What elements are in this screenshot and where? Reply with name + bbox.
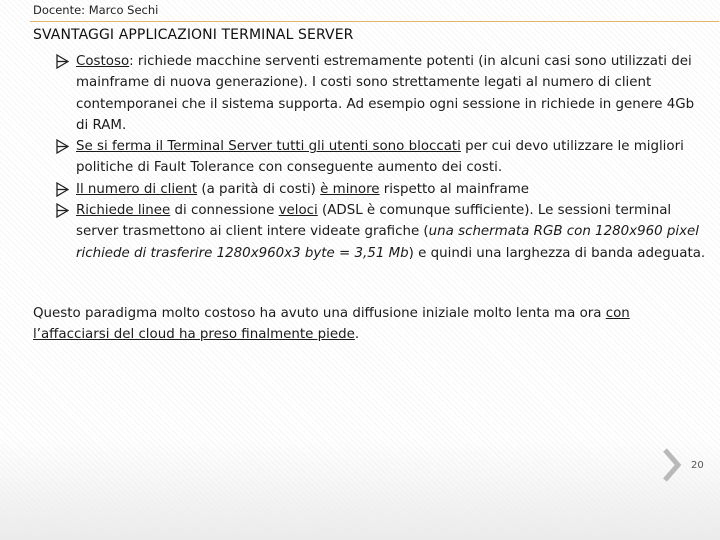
closing-paragraph xyxy=(33,303,698,346)
paragraph-text: Questo paradigma molto costoso ha avuto una diffusione iniziale molto lenta ma ora xyxy=(33,306,606,321)
arrow-bullet-icon xyxy=(56,182,69,197)
bullet-text: ) e quindi una larghezza di banda adeguata. xyxy=(408,245,706,261)
bullet-text: : richiede macchine serventi estremamente potenti (in alcuni casi sono utilizzati dei mainframe di nuova generazione). I costi sono strettamente legati al numero di client contemporanei che il sistema supporta. Ad esempio ogni sessione in richiede in genere 4Gb di RAM. xyxy=(76,54,695,133)
bullet-keyword: Il numero di client xyxy=(76,181,198,197)
bullet-text: di connessione xyxy=(170,203,279,219)
paragraph-underlined: con l’affacciarsi del cloud ha preso finalmente piede xyxy=(33,306,630,343)
paragraph-end: . xyxy=(354,327,360,343)
bullet-keyword: Se si ferma il Terminal Server tutti gli utenti sono bloccati xyxy=(76,139,461,155)
bullet-numero-client xyxy=(56,179,706,200)
author-label: Docente: Marco Sechi xyxy=(33,3,159,17)
bullet-list xyxy=(56,51,706,264)
arrow-bullet-icon xyxy=(56,203,69,218)
bullet-linee-veloci xyxy=(56,200,706,264)
bullet-terminal-server xyxy=(56,136,706,179)
chevron-right-icon xyxy=(663,448,685,482)
bullet-keyword: è minore xyxy=(320,181,380,197)
bullet-keyword: Costoso xyxy=(76,54,130,69)
header-divider xyxy=(30,21,719,22)
arrow-bullet-icon xyxy=(56,54,69,69)
bullet-text: (ADSL è comunque sufficiente). Le sessioni terminal server trasmettono ai client intere videate grafiche ( xyxy=(76,203,672,240)
arrow-bullet-icon xyxy=(56,139,69,154)
bullet-text: per cui devo utilizzare le migliori politiche di Fault Tolerance con conseguente aumento dei costi. xyxy=(76,139,684,176)
bullet-italic-note: una schermata RGB con 1280x960 pixel richiede di trasferire 1280x960x3 byte = 3,51 Mb xyxy=(76,224,699,261)
bullet-keyword: Richiede linee xyxy=(76,203,171,219)
slide-title: SVANTAGGI APPLICAZIONI TERMINAL SERVER xyxy=(33,27,354,43)
bullet-text: rispetto al mainframe xyxy=(379,181,530,197)
bullet-text: (a parità di costi) xyxy=(197,181,321,197)
page-number: 20 xyxy=(691,460,704,471)
bullet-keyword: veloci xyxy=(278,203,318,219)
bullet-costoso xyxy=(56,51,706,136)
